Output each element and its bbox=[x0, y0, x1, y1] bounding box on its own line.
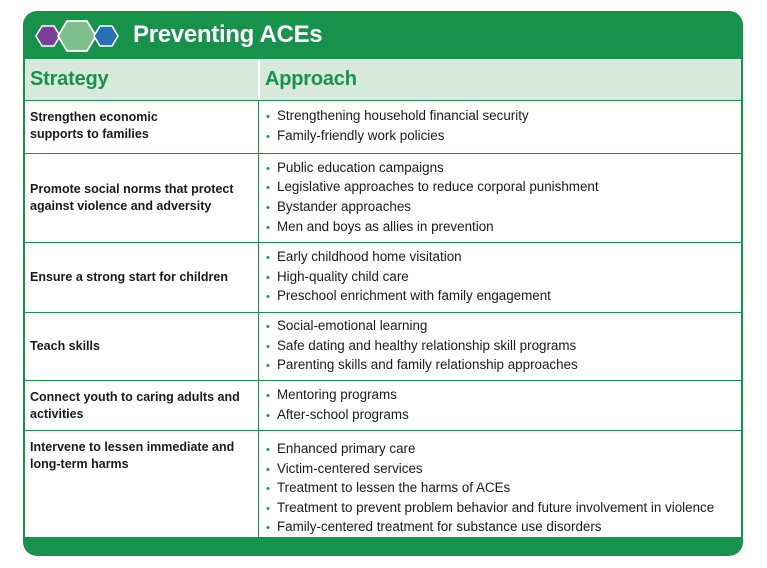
bullet-icon: • bbox=[266, 291, 270, 304]
column-header-strategy: Strategy bbox=[25, 59, 258, 100]
approach-text: Family-friendly work policies bbox=[277, 128, 445, 143]
list-item bbox=[266, 287, 741, 307]
strategy-cell bbox=[25, 313, 258, 380]
table-row bbox=[25, 380, 741, 430]
list-item bbox=[266, 107, 741, 127]
strategy-text: Intervene to lessen immediate and long-term harms bbox=[30, 440, 235, 471]
approach-text: Bystander approaches bbox=[277, 199, 411, 214]
purple-hexagon-icon bbox=[36, 26, 60, 46]
table-row bbox=[25, 153, 741, 242]
approach-text: Enhanced primary care bbox=[277, 441, 416, 456]
bullet-icon: • bbox=[266, 522, 270, 535]
list-item bbox=[266, 518, 741, 538]
approach-cell bbox=[258, 313, 741, 380]
approach-text: Legislative approaches to reduce corporal punishment bbox=[277, 179, 599, 195]
approach-cell bbox=[258, 243, 741, 312]
bullet-icon: • bbox=[266, 162, 270, 175]
list-item bbox=[266, 178, 741, 198]
list-item bbox=[266, 198, 741, 218]
strategy-table bbox=[25, 59, 741, 537]
approach-text: After-school programs bbox=[277, 406, 409, 422]
table-row bbox=[25, 100, 741, 153]
strategy-text: Connect youth to caring adults and activities bbox=[30, 389, 240, 421]
table-row bbox=[25, 312, 741, 380]
approach-text: Strengthening household financial security bbox=[277, 108, 529, 124]
column-header-approach: Approach bbox=[260, 59, 741, 100]
approach-text: Public education campaigns bbox=[277, 159, 444, 175]
bullet-icon: • bbox=[266, 502, 270, 515]
bullet-icon: • bbox=[266, 321, 270, 334]
bullet-icon: • bbox=[266, 463, 270, 476]
approach-text: Mentoring programs bbox=[277, 386, 397, 402]
bullet-icon: • bbox=[266, 389, 270, 402]
bullet-icon: • bbox=[266, 340, 270, 353]
table-row bbox=[25, 242, 741, 312]
list-item bbox=[266, 127, 741, 147]
bullet-icon: • bbox=[266, 444, 270, 456]
bullet-icon: • bbox=[266, 271, 270, 284]
list-item bbox=[266, 356, 741, 376]
list-item bbox=[266, 499, 741, 519]
strategy-cell bbox=[25, 101, 258, 153]
list-item bbox=[266, 218, 741, 238]
list-item bbox=[266, 248, 741, 268]
approach-text: Men and boys as allies in prevention bbox=[277, 218, 494, 234]
list-item bbox=[266, 337, 741, 357]
list-item bbox=[266, 479, 741, 499]
bullet-icon: • bbox=[266, 131, 270, 143]
bullet-icon: • bbox=[266, 360, 270, 373]
strategy-cell bbox=[25, 431, 258, 537]
approach-cell bbox=[258, 154, 741, 242]
approach-text: Treatment to lessen the harms of ACEs bbox=[277, 480, 511, 496]
approach-text: Treatment to prevent problem behavior and future involvement in violence bbox=[277, 499, 715, 515]
approach-text: Family-centered treatment for substance use disorders bbox=[277, 519, 602, 535]
list-item bbox=[266, 460, 741, 480]
bullet-icon: • bbox=[266, 202, 270, 214]
approach-text: Preschool enrichment with family engagement bbox=[277, 288, 551, 304]
aces-card bbox=[23, 11, 743, 556]
bullet-icon: • bbox=[266, 252, 270, 265]
blue-hexagon-icon bbox=[94, 26, 118, 46]
list-item bbox=[266, 268, 741, 288]
list-item bbox=[266, 317, 741, 337]
strategy-text: Teach skills bbox=[30, 339, 100, 353]
bullet-icon: • bbox=[266, 483, 270, 496]
table-row bbox=[25, 430, 741, 537]
strategy-cell bbox=[25, 154, 258, 242]
card-header bbox=[23, 11, 743, 59]
approach-text: Safe dating and healthy relationship skill programs bbox=[277, 337, 577, 353]
strategy-cell bbox=[25, 381, 258, 430]
approach-cell bbox=[258, 381, 741, 430]
strategy-text: Strengthen economic supports to families bbox=[30, 110, 158, 141]
approach-text: High-quality child care bbox=[277, 268, 409, 284]
approach-text: Victim-centered services bbox=[277, 460, 423, 476]
bullet-icon: • bbox=[266, 221, 270, 234]
strategy-text: Promote social norms that protect against violence and adversity bbox=[30, 182, 234, 213]
list-item bbox=[266, 406, 741, 426]
list-item bbox=[266, 440, 741, 460]
approach-text: Social-emotional learning bbox=[277, 318, 428, 334]
hexagon-logo-icon bbox=[33, 20, 129, 52]
green-hexagon-icon bbox=[58, 21, 96, 51]
approach-text: Parenting skills and family relationship approaches bbox=[277, 357, 578, 373]
bullet-icon: • bbox=[266, 111, 270, 124]
strategy-text: Ensure a strong start for children bbox=[30, 270, 228, 284]
strategy-cell bbox=[25, 243, 258, 312]
bullet-icon: • bbox=[266, 182, 270, 195]
list-item bbox=[266, 386, 741, 406]
list-item bbox=[266, 159, 741, 179]
page-title: Preventing ACEs bbox=[133, 21, 323, 48]
approach-cell bbox=[258, 431, 741, 537]
bullet-icon: • bbox=[266, 409, 270, 422]
approach-text: Early childhood home visitation bbox=[277, 249, 462, 265]
approach-cell bbox=[258, 101, 741, 153]
